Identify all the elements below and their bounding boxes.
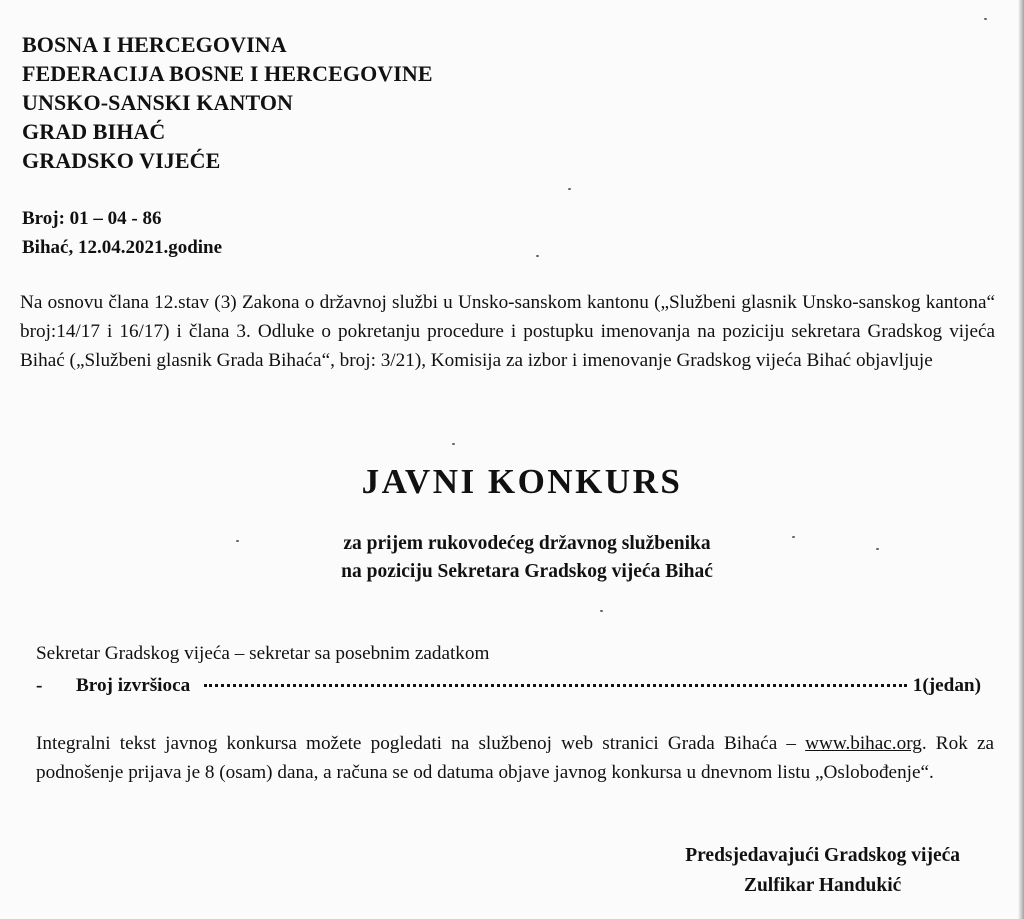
position-description: Sekretar Gradskog vijeća – sekretar sa posebnim zadatkom — [36, 643, 490, 664]
header-line-canton: UNSKO-SANSKI KANTON — [22, 90, 294, 115]
scan-speck — [452, 443, 455, 445]
website-link[interactable]: www.bihac.org — [805, 733, 922, 754]
note-paragraph — [36, 729, 994, 787]
document-subtitle — [0, 530, 1024, 586]
reference-number: Broj: 01 – 04 - 86 — [22, 208, 162, 229]
scan-speck — [876, 548, 879, 550]
header-line-council: GRADSKO VIJEĆE — [22, 148, 221, 173]
scan-speck — [600, 610, 603, 612]
header-line-federation: FEDERACIJA BOSNE I HERCEGOVINE — [22, 61, 433, 86]
scan-speck — [536, 255, 539, 257]
document-title: JAVNI KONKURS — [361, 462, 683, 501]
signature-block — [685, 841, 960, 901]
scan-speck — [984, 18, 987, 20]
dotted-leader — [204, 670, 907, 687]
header-line-city: GRAD BIHAĆ — [22, 119, 166, 144]
intro-paragraph: Na osnovu člana 12.stav (3) Zakona o državnoj službi u Unsko-sanskom kantonu („Službeni glasnik Unsko-sanskog kantona“ broj:14/17 i 16/17) i člana 3. Odluke o pokretanju procedure i postupku imenovanja na poziciju sekretara Gradskog vijeća Bihać („Službeni glasnik Grada Bihaća“, broj: 3/21), Komisija za izbor i imenovanje Gradskog vijeća Bihać objavljuje — [20, 292, 995, 371]
reference-place-date: Bihać, 12.04.2021.godine — [22, 237, 223, 258]
executors-value: 1(jedan) — [912, 675, 981, 696]
executors-label: Broj izvršioca — [76, 675, 191, 696]
issuer-header — [22, 30, 433, 175]
signature-name: Zulfikar Handukić — [743, 875, 902, 896]
scan-speck — [236, 540, 239, 542]
scan-speck — [568, 188, 571, 190]
header-line-country: BOSNA I HERCEGOVINA — [22, 32, 287, 57]
document-reference — [22, 204, 222, 262]
subtitle-line-1: za prijem rukovodećeg državnog službenika — [343, 533, 711, 554]
subtitle-line-2: na poziciju Sekretara Gradskog vijeća Bihać — [341, 561, 713, 582]
signature-role: Predsjedavajući Gradskog vijeća — [685, 845, 960, 866]
scan-edge-shadow — [1018, 0, 1024, 919]
scan-speck — [792, 536, 795, 538]
note-text-before-link: Integralni tekst javnog konkursa možete pogledati na službenoj web stranici Grada Bihaća – — [36, 733, 806, 754]
list-dash: - — [36, 675, 43, 696]
note-text-after-link: . Rok za podnošenje prijava je 8 (osam) dana, a računa se od datuma objave javnog konkursa u dnevnom listu „Oslobođenje“. — [36, 733, 994, 783]
executors-row — [36, 672, 981, 700]
